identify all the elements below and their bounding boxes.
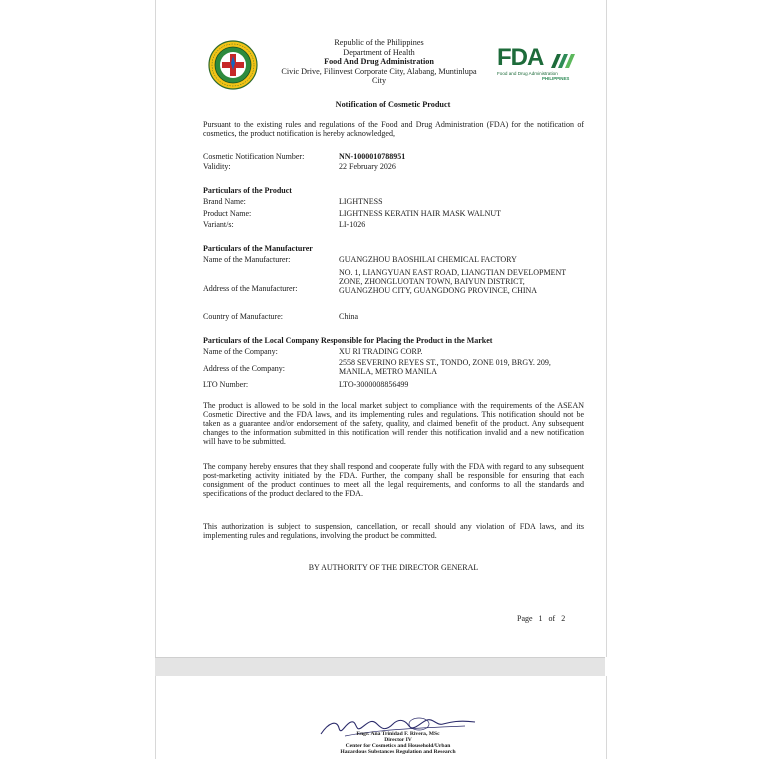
page-separator <box>155 657 605 677</box>
product-section-heading: Particulars of the Product <box>203 186 292 195</box>
authorization-paragraph: This authorization is subject to suspension, cancellation, or recall should any violation of FDA laws, and its implementing rules and regulations, involving the product be committed. <box>203 522 584 540</box>
compliance-paragraph: The product is allowed to be sold in the local market subject to compliance with the requirements of the ASEAN Cosmetic Directive and the FDA laws, and its implementing rules and regulations. This notification should not be taken as a guarantee and/or endorsement of the safety, quality, and claimed benefit of the product. Any subsequent changes to the information submitted in this notification will render this notification invalid and a new notification will have to be submitted. <box>203 401 584 446</box>
document-page-1 <box>155 0 607 657</box>
fda-logo-country: PHILIPPINES <box>542 76 570 81</box>
company-name-label: Name of the Company: <box>203 347 278 356</box>
local-company-section-heading: Particulars of the Local Company Responsible for Placing the Product in the Market <box>203 336 493 345</box>
product-name-label: Product Name: <box>203 209 252 218</box>
intro-paragraph: Pursuant to the existing rules and regulations of the Food and Drug Administration (FDA) for the notification of cosmetics, the product notification is hereby acknowledged, <box>203 120 584 138</box>
country-label: Country of Manufacture: <box>203 312 283 321</box>
company-address-label: Address of the Company: <box>203 364 285 373</box>
manufacturer-name-label: Name of the Manufacturer: <box>203 255 291 264</box>
variant-value: LI-1026 <box>339 220 366 229</box>
company-name-value: XU RI TRADING CORP. <box>339 347 423 356</box>
validity-value: 22 February 2026 <box>339 162 396 171</box>
fda-logo-subtitle: Food and Drug Administration <box>497 71 558 76</box>
agency-header <box>262 38 496 86</box>
brand-name-label: Brand Name: <box>203 197 246 206</box>
brand-name-value: LIGHTNESS <box>339 197 383 206</box>
doh-seal-icon <box>208 40 258 90</box>
document-title: Notification of Cosmetic Product <box>335 100 451 109</box>
lto-number-value: LTO-3000008856499 <box>339 380 409 389</box>
header-line-agency: Food And Drug Administration <box>324 57 434 66</box>
cooperation-paragraph: The company hereby ensures that they shall respond and cooperate fully with the FDA with regard to any subsequent post-marketing activity initiated by the FDA. Further, the company shall be responsible for ensuring that each consignment of the product continues to meet all the legal requirements, and conforms to all the standards and specifications of the product declared to the FDA. <box>203 462 584 498</box>
signatory-office-line-2: Hazardous Substances Regulation and Research <box>340 749 456 755</box>
fda-logo <box>497 46 583 80</box>
signatory-office-line-1: Center for Cosmetics and Household/Urban <box>345 743 451 749</box>
fda-logo-word: FDA <box>497 44 544 71</box>
notification-number-label: Cosmetic Notification Number: <box>203 152 305 161</box>
variant-label: Variant/s: <box>203 220 234 229</box>
signatory-name: Engr. Ana Trinidad F. Rivera, MSc <box>356 731 440 737</box>
header-line-country: Republic of the Philippines <box>334 38 424 47</box>
country-value: China <box>339 312 359 321</box>
fda-logo-stripes-icon <box>551 54 581 68</box>
header-line-city: City <box>371 76 387 85</box>
notification-number-value: NN-1000010788951 <box>339 152 406 161</box>
product-name-value: LIGHTNESS KERATIN HAIR MASK WALNUT <box>339 209 502 218</box>
page-indicator: Page 1 of 2 <box>517 614 566 623</box>
manufacturer-address-value: NO. 1, LIANGYUAN EAST ROAD, LIANGTIAN DEVELOPMENT ZONE, ZHONGLUOTAN TOWN, BAIYUN DISTRICT, GUANGZHOU CITY, GUANGDONG PROVINCE, CHINA <box>339 268 567 295</box>
header-line-department: Department of Health <box>343 47 415 57</box>
signatory-position: Director IV <box>384 737 412 743</box>
manufacturer-section-heading: Particulars of the Manufacturer <box>203 244 313 253</box>
authority-line: BY AUTHORITY OF THE DIRECTOR GENERAL <box>308 563 479 572</box>
manufacturer-address-label: Address of the Manufacturer: <box>203 284 298 293</box>
validity-label: Validity: <box>203 162 231 171</box>
company-address-value: 2558 SEVERINO REYES ST., TONDO, ZONE 019, BRGY. 209, MANILA, METRO MANILA <box>339 358 551 376</box>
header-line-address: Civic Drive, Filinvest Corporate City, Alabang, Muntinlupa <box>281 66 477 76</box>
manufacturer-name-value: GUANGZHOU BAOSHILAI CHEMICAL FACTORY <box>339 255 517 264</box>
lto-number-label: LTO Number: <box>203 380 249 389</box>
